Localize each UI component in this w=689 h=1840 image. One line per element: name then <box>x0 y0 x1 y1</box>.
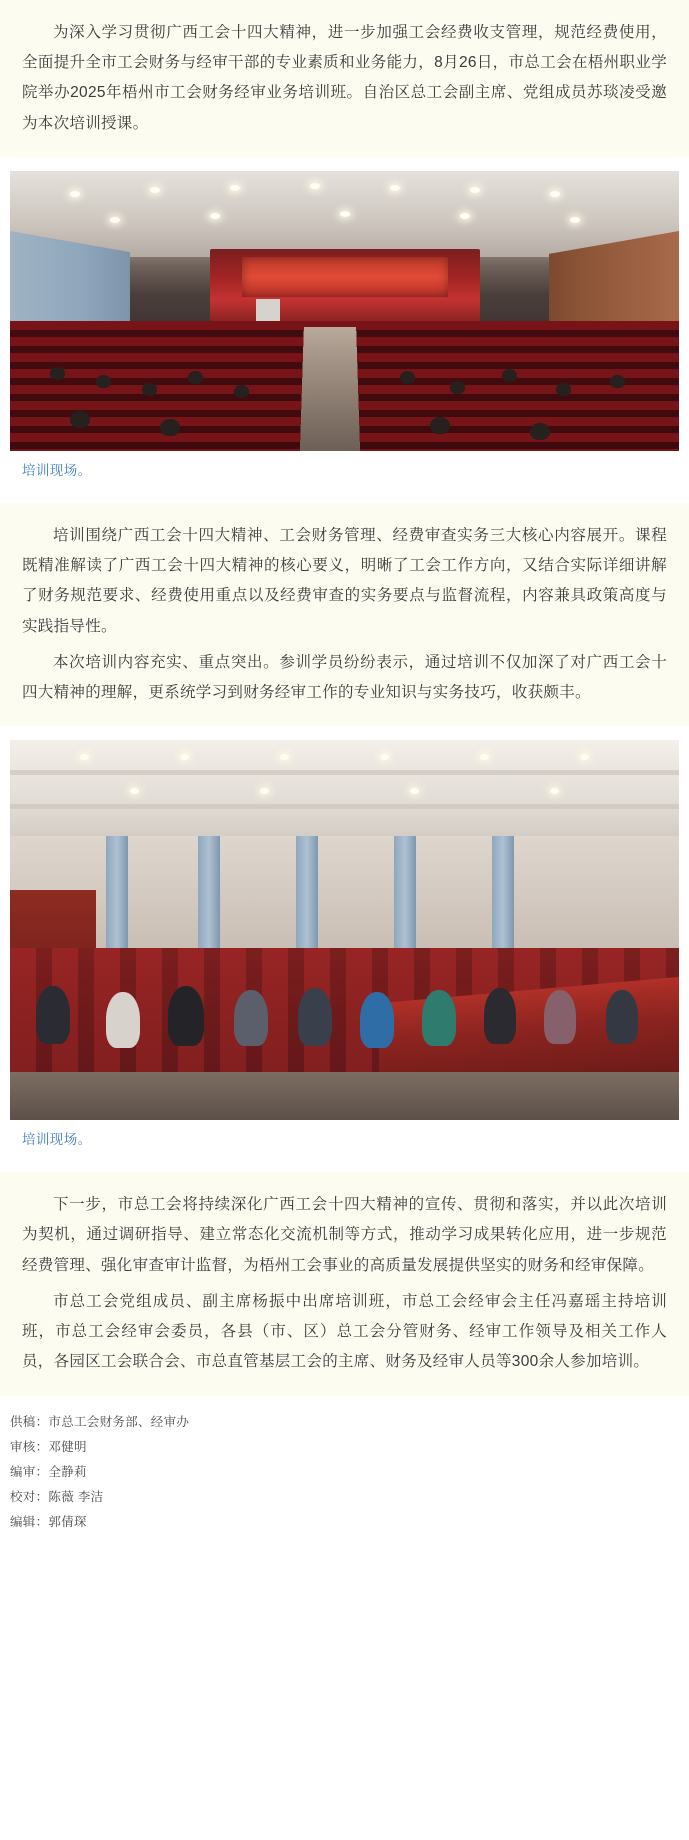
article-section-1 <box>0 0 689 157</box>
spacer <box>0 157 689 171</box>
figure-1-caption: 培训现场。 <box>22 462 92 478</box>
training-scene-photo-1 <box>10 171 679 451</box>
spacer <box>0 489 689 503</box>
article-section-2 <box>0 503 689 726</box>
credit-line: 编审：全静莉 <box>10 1464 87 1479</box>
floor <box>10 1072 679 1120</box>
paragraph: 本次培训内容充实、重点突出。参训学员纷纷表示，通过培训不仅加深了对广西工会十四大精神的理解，更系统学习到财务经审工作的专业知识与实务技巧，收获颇丰。 <box>22 653 667 701</box>
paragraph: 市总工会党组成员、副主席杨振中出席培训班，市总工会经审会主任冯嘉瑶主持培训班，市总工会经审会委员，各县（市、区）总工会分管财务、经审工作领导及相关工作人员，各园区工会联合会、市总直管基层工会的主席、财务及经审人员等300余人参加培训。 <box>22 1292 667 1371</box>
figure-2-caption: 培训现场。 <box>22 1132 92 1148</box>
credit-line: 编辑：郭倩琛 <box>10 1514 87 1529</box>
ceiling-lights <box>10 177 679 247</box>
credit-line: 审核：邓健明 <box>10 1439 87 1454</box>
credit-line: 供稿：市总工会财务部、经审办 <box>10 1414 190 1429</box>
training-scene-photo-2 <box>10 740 679 1120</box>
podium <box>256 299 280 323</box>
paragraph: 培训围绕广西工会十四大精神、工会财务管理、经费审查实务三大核心内容展开。课程既精准解读了广西工会十四大精神的核心要义，明晰了工会工作方向，又结合实际详细讲解了财务规范要求、经费使用重点以及经费审查的实务要点与监督流程，内容兼具政策高度与实践指导性。 <box>22 526 667 635</box>
spacer <box>0 726 689 740</box>
center-aisle <box>300 327 360 451</box>
paragraph: 下一步，市总工会将持续深化广西工会十四大精神的宣传、贯彻和落实，并以此次培训为契机，通过调研指导、建立常态化交流机制等方式，推动学习成果转化应用，进一步规范经费管理、强化审查审计监督，为梧州工会事业的高质量发展提供坚实的财务和经审保障。 <box>22 1196 667 1274</box>
stage-banner-screen <box>242 257 448 297</box>
spacer <box>0 1158 689 1172</box>
article-section-3 <box>0 1172 689 1395</box>
figure-2 <box>0 740 689 1158</box>
figure-1 <box>0 171 689 489</box>
credit-line: 校对：陈薇 李洁 <box>10 1489 104 1504</box>
paragraph: 为深入学习贯彻广西工会十四大精神，进一步加强工会经费收支管理，规范经费使用，全面提升全市工会财务与经审干部的专业素质和业务能力，8月26日，市总工会在梧州职业学院举办2025年梧州市工会财务经审业务培训班。自治区总工会副主席、党组成员苏琰凌受邀为本次培训授课。 <box>22 24 667 132</box>
credits-block <box>0 1396 689 1553</box>
